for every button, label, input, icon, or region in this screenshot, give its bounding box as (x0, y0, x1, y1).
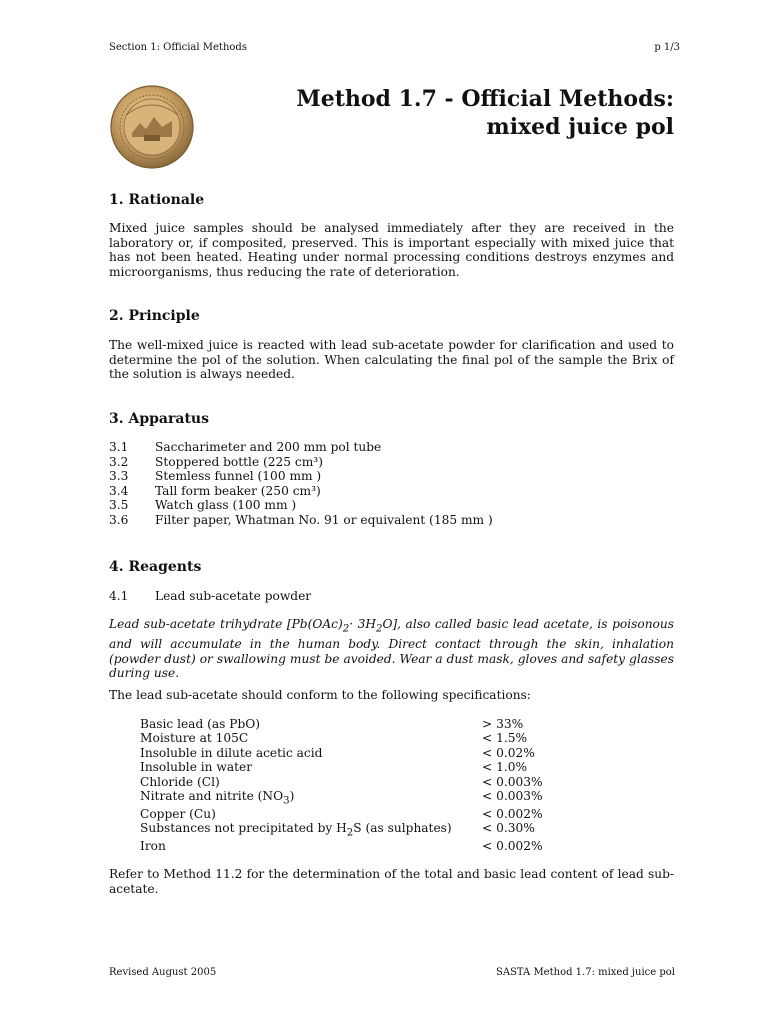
spec-row: Nitrate and nitrite $(NO_3)$ < 0.003% (140, 788, 543, 807)
spec-row: Substances not precipitated by $H_2S$ (as sulphates) < 0.30% (140, 821, 535, 839)
rationale-text: Mixed juice samples should be analysed immediately after they are received in the laboratory or, if composited, preserved. This is important especially with mixed juice that has not been heated. Heating under normal processing conditions destroys enzymes and microorganisms, thus reducing the rate of deterioration. (109, 221, 674, 279)
reagent-item (109, 589, 311, 604)
apparatus-item (109, 513, 493, 528)
spec-row: Moisture at 105C < 1.5% (140, 731, 528, 746)
item-number: 3.4 (109, 483, 129, 498)
apparatus-list (109, 440, 493, 528)
spec-row: Insoluble in water < 1.0% (140, 760, 528, 775)
apparatus-item (109, 498, 493, 513)
item-number: 3.2 (109, 454, 129, 469)
item-text: Tall form beaker (250 cm³) (155, 483, 321, 498)
item-number: 3.6 (109, 512, 129, 527)
item-number: 3.1 (109, 440, 129, 454)
item-text: Saccharimeter and 200 mm pol tube (155, 440, 382, 454)
footer-revised: Revised August 2005 (109, 967, 217, 978)
spec-row: Iron < 0.002% (140, 839, 543, 854)
title-line-1: Method 1.7 - Official Methods: (296, 86, 674, 112)
footer-method: SASTA Method 1.7: mixed juice pol (496, 967, 675, 978)
specifications-table (140, 717, 560, 854)
apparatus-heading: 3. Apparatus (109, 411, 209, 427)
item-text: Watch glass (100 mm ) (155, 498, 297, 513)
reagents-heading: 4. Reagents (109, 559, 202, 575)
item-number: 4.1 (109, 589, 129, 603)
item-text: Stemless funnel (100 mm ) (155, 469, 322, 484)
item-number: 3.3 (109, 469, 129, 484)
apparatus-item (109, 455, 493, 470)
item-text: Stoppered bottle (225 cm³) (155, 454, 323, 469)
refer-text: Refer to Method 11.2 for the determination of the total and basic lead content of lead sub-acetate. (109, 867, 674, 896)
item-number: 3.5 (109, 498, 129, 513)
item-text: Filter paper, Whatman No. 91 or equivalent (185 mm ) (155, 512, 493, 527)
apparatus-item (109, 469, 493, 484)
apparatus-item (109, 484, 493, 499)
document-title (254, 85, 674, 141)
principle-heading: 2. Principle (109, 308, 200, 324)
spec-row: Chloride (Cl) < 0.003% (140, 774, 543, 789)
spec-row: Copper (Cu) < 0.002% (140, 806, 543, 821)
apparatus-item (109, 440, 493, 455)
header-section: Section 1: Official Methods (109, 42, 247, 53)
item-text: Lead sub-acetate powder (155, 589, 312, 603)
spec-row: Basic lead (as PbO) > 33% (140, 717, 524, 731)
sasta-seal-logo (110, 85, 194, 169)
specifications-intro: The lead sub-acetate should conform to the following specifications: (109, 688, 531, 702)
rationale-heading: 1. Rationale (109, 192, 205, 208)
spec-row: Insoluble in dilute acetic acid < 0.02% (140, 745, 535, 760)
title-line-2: mixed juice pol (486, 114, 674, 140)
principle-text: The well-mixed juice is reacted with lead sub-acetate powder for clarification and used to determine the pol of the solution. When calculating the final pol of the sample the Brix of the solution is always needed. (109, 338, 674, 382)
safety-warning: Lead sub-acetate trihydrate $[Pb(OAc)_2\cdot 3H_2O]$, also called basic lead acetate, is poisonous and will accumulate in the human body. Direct contact through the skin, inhalation (powder dust) or swallowing must be avoided. Wear a dust mask, gloves and safety glasses during use. (109, 617, 674, 681)
header-page-number: p 1/3 (654, 42, 680, 53)
